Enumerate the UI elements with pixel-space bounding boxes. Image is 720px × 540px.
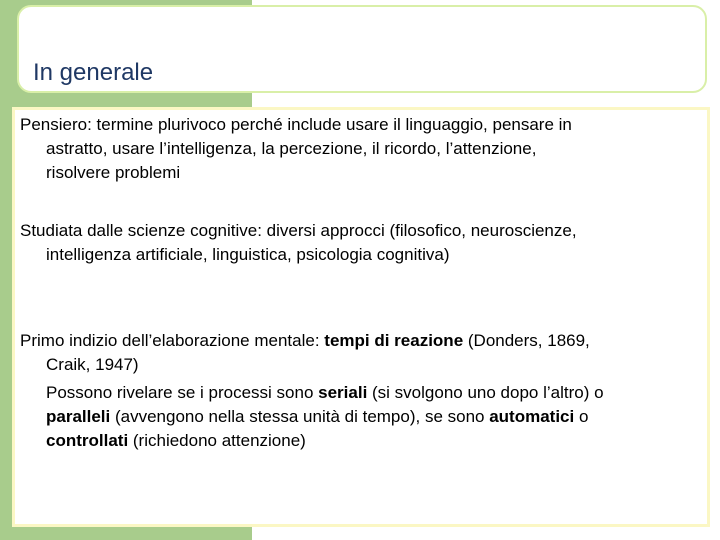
title-box	[17, 5, 707, 93]
p4-bold-seriali: seriali	[318, 383, 368, 402]
p4-text-i: (richiedono attenzione)	[128, 431, 306, 450]
p4-text-g: o	[578, 407, 589, 426]
p3-text-a: Primo indizio dell’elaborazione mentale:	[20, 331, 325, 350]
p3-text-c: (Donders, 1869, Craik, 1947)	[46, 331, 590, 374]
paragraph-processi	[20, 381, 710, 453]
p4-bold-automatici: automatici	[489, 407, 575, 426]
paragraph-scienze-cognitive: Studiata dalle scienze cognitive: diversi approcci (filosofico, neuroscienze, intelligenza artificiale, linguistica, psicologia cognitiva)	[20, 221, 577, 264]
p4-bold-paralleli: paralleli	[46, 407, 111, 426]
p3-bold-tempi: tempi di reazione	[324, 331, 464, 350]
p4-text-e: (avvengono nella stessa unità di tempo), se sono	[110, 407, 490, 426]
p4-text-c: (si svolgono uno dopo l’altro) o	[372, 383, 604, 402]
paragraph-primo-indizio	[20, 329, 710, 377]
paragraph-pensiero: Pensiero: termine plurivoco perché include usare il linguaggio, pensare in astratto, usare l’intelligenza, la percezione, il ricordo, l’attenzione, risolvere problemi	[20, 115, 572, 182]
p4-bold-controllati: controllati	[46, 431, 129, 450]
p4-text-a: Possono rivelare se i processi sono	[46, 383, 319, 402]
slide-title: In generale	[33, 59, 154, 86]
